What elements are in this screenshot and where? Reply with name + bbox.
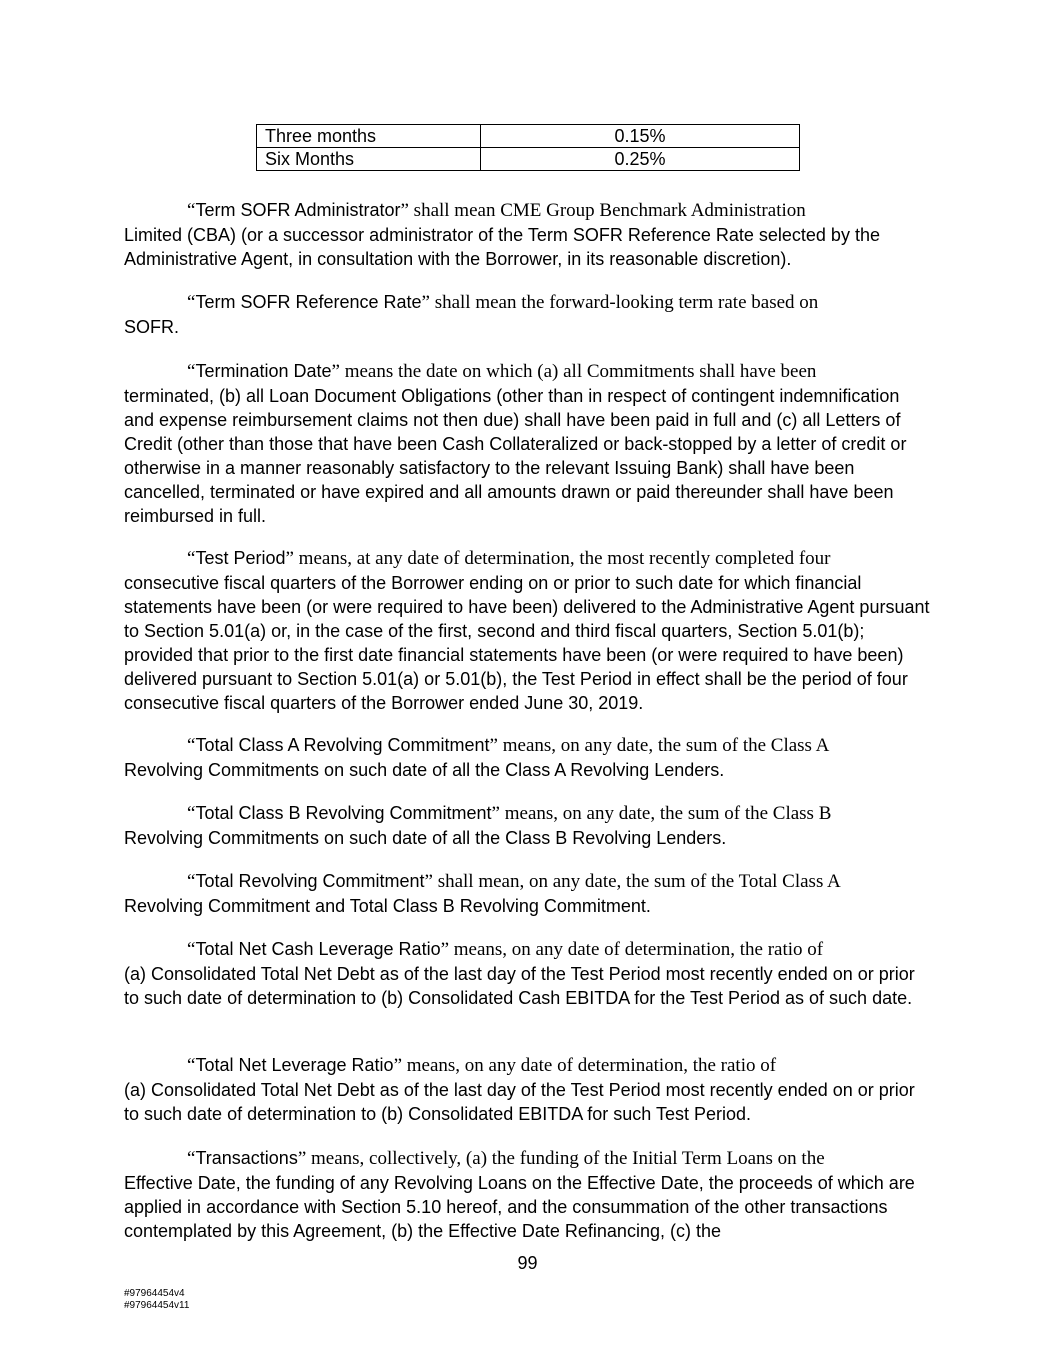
definition-lead: shall mean, on any date, the sum of the Total Class A xyxy=(432,871,841,892)
tenor-cell: Three months xyxy=(257,125,481,148)
open-quote: “ xyxy=(187,292,196,313)
definition-lead: means, collectively, (a) the funding of the Initial Term Loans on the xyxy=(306,1148,825,1169)
definition-lead: means, on any date of determination, the ratio of xyxy=(402,1055,777,1076)
definition-termination-date xyxy=(124,359,932,528)
definition-lead: means, on any date, the sum of the Class A xyxy=(497,735,830,756)
close-quote: ” xyxy=(400,200,409,221)
definition-transactions xyxy=(124,1146,932,1243)
defined-term: Term SOFR Administrator xyxy=(195,200,401,220)
definition-body: Effective Date, the funding of any Revolving Loans on the Effective Date, the proceeds of which are applied in accordance with Section 5.10 hereof, and the consummation of the other transactions contemplated by this Agreement, (b) the Effective Date Refinancing, (c) the xyxy=(124,1173,915,1241)
definition-term-sofr-administrator xyxy=(124,198,932,271)
definition-body: Revolving Commitments on such date of all the Class A Revolving Lenders. xyxy=(124,760,725,780)
definition-total-class-b-revolving-commitment xyxy=(124,801,932,850)
definition-test-period xyxy=(124,546,932,715)
definition-lead: shall mean the forward-looking term rate based on xyxy=(429,292,819,313)
definition-body: (a) Consolidated Total Net Debt as of the last day of the Test Period most recently ended on or prior to such date of determination to (b) Consolidated Cash EBITDA for the Test Period as of such date. xyxy=(124,964,915,1008)
definition-total-net-cash-leverage-ratio xyxy=(124,937,932,1010)
definition-body: terminated, (b) all Loan Document Obligations (other than in respect of contingent indemnification and expense reimbursement claims not then due) shall have been paid in full and (c) all Letters of Credit (other than those that have been Cash Collateralized or back-stopped by a letter of credit or otherwise in a manner reasonably satisfactory to the relevant Issuing Bank) shall have been cancelled, terminated or have expired and all amounts drawn or paid thereunder shall have been reimbursed in full. xyxy=(124,386,907,526)
close-quote: ” xyxy=(491,803,500,824)
open-quote: “ xyxy=(187,939,196,960)
open-quote: “ xyxy=(187,803,196,824)
tenor-cell: Six Months xyxy=(257,148,481,171)
close-quote: ” xyxy=(297,1148,307,1169)
open-quote: “ xyxy=(187,1148,196,1169)
definition-lead: means, on any date, the sum of the Class B xyxy=(499,803,832,824)
rate-table xyxy=(256,124,800,171)
rate-cell: 0.15% xyxy=(481,125,800,148)
rate-cell: 0.25% xyxy=(481,148,800,171)
definition-body: (a) Consolidated Total Net Debt as of the last day of the Test Period most recently ended on or prior to such date of determination to (b) Consolidated EBITDA for such Test Period. xyxy=(124,1080,915,1124)
defined-term: Total Class A Revolving Commitment xyxy=(195,735,490,755)
document-id: #97964454v11 xyxy=(124,1300,190,1311)
close-quote: ” xyxy=(285,548,294,569)
close-quote: ” xyxy=(489,735,498,756)
close-quote: ” xyxy=(440,939,450,960)
defined-term: Total Net Leverage Ratio xyxy=(195,1055,394,1075)
document-ids xyxy=(124,1288,189,1312)
open-quote: “ xyxy=(187,361,196,382)
table-row xyxy=(257,148,800,171)
definition-total-revolving-commitment xyxy=(124,869,932,918)
definition-term-sofr-reference-rate xyxy=(124,290,932,339)
defined-term: Total Revolving Commitment xyxy=(195,871,425,891)
defined-term: Transactions xyxy=(195,1148,298,1168)
definition-lead: means the date on which (a) all Commitments shall have been xyxy=(339,361,817,382)
definition-body: SOFR. xyxy=(124,317,180,337)
document-id: #97964454v4 xyxy=(124,1288,185,1299)
open-quote: “ xyxy=(187,200,196,221)
open-quote: “ xyxy=(187,548,196,569)
open-quote: “ xyxy=(187,735,196,756)
defined-term: Total Class B Revolving Commitment xyxy=(195,803,492,823)
definition-total-class-a-revolving-commitment xyxy=(124,733,932,782)
close-quote: ” xyxy=(331,361,340,382)
defined-term: Termination Date xyxy=(195,361,332,381)
page-number: 99 xyxy=(517,1253,538,1273)
definition-lead: shall mean CME Group Benchmark Administration xyxy=(408,200,806,221)
definition-lead: means, at any date of determination, the most recently completed four xyxy=(293,548,831,569)
definition-total-net-leverage-ratio xyxy=(124,1053,932,1126)
defined-term: Term SOFR Reference Rate xyxy=(195,292,422,312)
close-quote: ” xyxy=(424,871,433,892)
close-quote: ” xyxy=(421,292,430,313)
definition-lead: means, on any date of determination, the ratio of xyxy=(449,939,824,960)
open-quote: “ xyxy=(187,871,196,892)
close-quote: ” xyxy=(393,1055,402,1076)
table-row xyxy=(257,125,800,148)
open-quote: “ xyxy=(187,1055,196,1076)
defined-term: Test Period xyxy=(195,548,286,568)
definition-body: consecutive fiscal quarters of the Borrower ending on or prior to such date for which financial statements have been (or were required to have been) delivered to the Administrative Agent pursuant to Section 5.01(a) or, in the case of the first, second and third fiscal quarters, Section 5.01(b); provided that prior to the first date financial statements have been (or were required to have been) delivered pursuant to Section 5.01(a) or 5.01(b), the Test Period in effect shall be the period of four consecutive fiscal quarters of the Borrower ended June 30, 2019. xyxy=(124,573,930,713)
definition-body: Revolving Commitments on such date of all the Class B Revolving Lenders. xyxy=(124,828,727,848)
defined-term: Total Net Cash Leverage Ratio xyxy=(195,939,441,959)
definition-body: Limited (CBA) (or a successor administrator of the Term SOFR Reference Rate selected by the Administrative Agent, in consultation with the Borrower, in its reasonable discretion). xyxy=(124,225,880,269)
definition-body: Revolving Commitment and Total Class B Revolving Commitment. xyxy=(124,896,651,916)
